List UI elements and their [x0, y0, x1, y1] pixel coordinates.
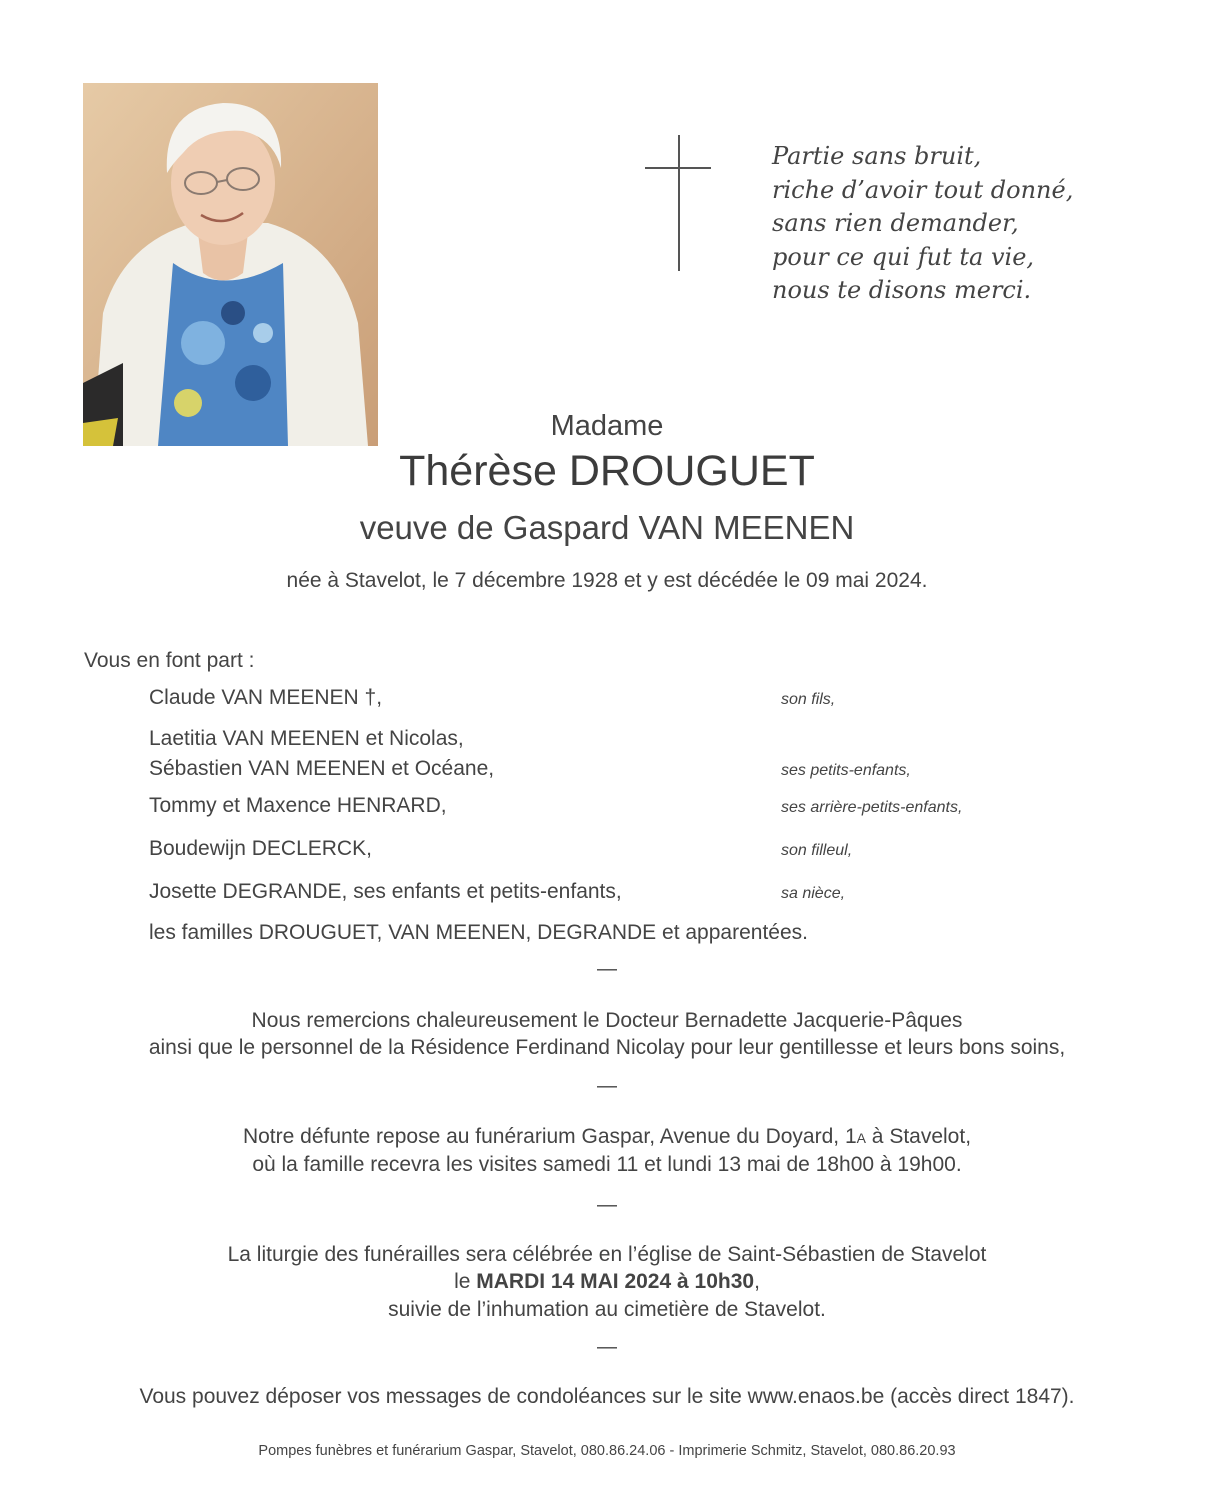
- visits-line: où la famille recevra les visites samedi 11 et lundi 13 mai de 18h00 à 19h00.: [252, 1153, 962, 1176]
- family-line: Josette DEGRANDE, ses enfants et petits-enfants,: [149, 880, 622, 903]
- family-intro: Vous en font part :: [84, 649, 255, 672]
- cross-icon-bar: [645, 167, 711, 169]
- relation-label: ses arrière-petits-enfants,: [781, 799, 963, 816]
- footer-credits: Pompes funèbres et funérarium Gaspar, Stavelot, 080.86.24.06 - Imprimerie Schmitz, Stavelot, 080.86.20.93: [258, 1443, 956, 1459]
- widow-line: veuve de Gaspard VAN MEENEN: [359, 509, 855, 546]
- family-line: Sébastien VAN MEENEN et Océane,: [149, 757, 495, 780]
- relation-label: sa nièce,: [781, 885, 846, 902]
- relation-label: son fils,: [781, 691, 836, 708]
- title-madame: Madame: [550, 410, 664, 442]
- family-line: les familles DROUGUET, VAN MEENEN, DEGRANDE et apparentées.: [149, 921, 808, 944]
- separator: —: [597, 958, 617, 980]
- family-line: Claude VAN MEENEN †,: [149, 686, 383, 709]
- liturgy-prefix: le: [454, 1270, 477, 1293]
- rest-text-end: à Stavelot,: [865, 1125, 972, 1148]
- deceased-name: Thérèse DROUGUET: [399, 447, 815, 495]
- rest-line: [0, 1123, 1214, 1152]
- poem-line: nous te disons merci.: [772, 276, 1032, 304]
- separator: —: [597, 1075, 617, 1097]
- rest-text: Notre défunte repose au funérarium Gaspar, Avenue du Doyard, 1: [242, 1125, 857, 1148]
- family-line: Laetitia VAN MEENEN et Nicolas,: [149, 727, 464, 750]
- liturgy-date-line: [0, 1268, 1214, 1296]
- burial-line: suivie de l’inhumation au cimetière de Stavelot.: [388, 1298, 826, 1321]
- family-line: Boudewijn DECLERCK,: [149, 837, 372, 860]
- liturgy-suffix: ,: [754, 1270, 760, 1293]
- separator: —: [597, 1194, 617, 1216]
- poem: [772, 140, 1073, 308]
- thanks-line: ainsi que le personnel de la Résidence Ferdinand Nicolay pour leur gentillesse et leurs bons soins,: [148, 1036, 1066, 1059]
- portrait-photo: [83, 83, 378, 446]
- birth-death-line: née à Stavelot, le 7 décembre 1928 et y est décédée le 09 mai 2024.: [286, 569, 928, 592]
- address-suffix: A: [856, 1130, 866, 1146]
- relation-label: ses petits-enfants,: [781, 762, 911, 779]
- condolences-line: Vous pouvez déposer vos messages de condoléances sur le site www.enaos.be (accès direct 1847).: [139, 1385, 1075, 1408]
- poem-line: sans rien demander,: [772, 209, 1019, 237]
- liturgy-date: MARDI 14 MAI 2024 à 10h30: [476, 1270, 755, 1293]
- separator: —: [597, 1336, 617, 1358]
- family-line: Tommy et Maxence HENRARD,: [149, 794, 447, 817]
- relation-label: son filleul,: [781, 842, 853, 859]
- poem-line: riche d’avoir tout donné,: [772, 175, 1074, 204]
- poem-line: Partie sans bruit,: [772, 142, 982, 170]
- liturgy-line: La liturgie des funérailles sera célébrée en l’église de Saint-Sébastien de Stavelot: [227, 1243, 987, 1266]
- thanks-line: Nous remercions chaleureusement le Docteur Bernadette Jacquerie-Pâques: [251, 1009, 963, 1032]
- cross-icon: [678, 135, 680, 271]
- poem-line: pour ce qui fut ta vie,: [772, 242, 1035, 271]
